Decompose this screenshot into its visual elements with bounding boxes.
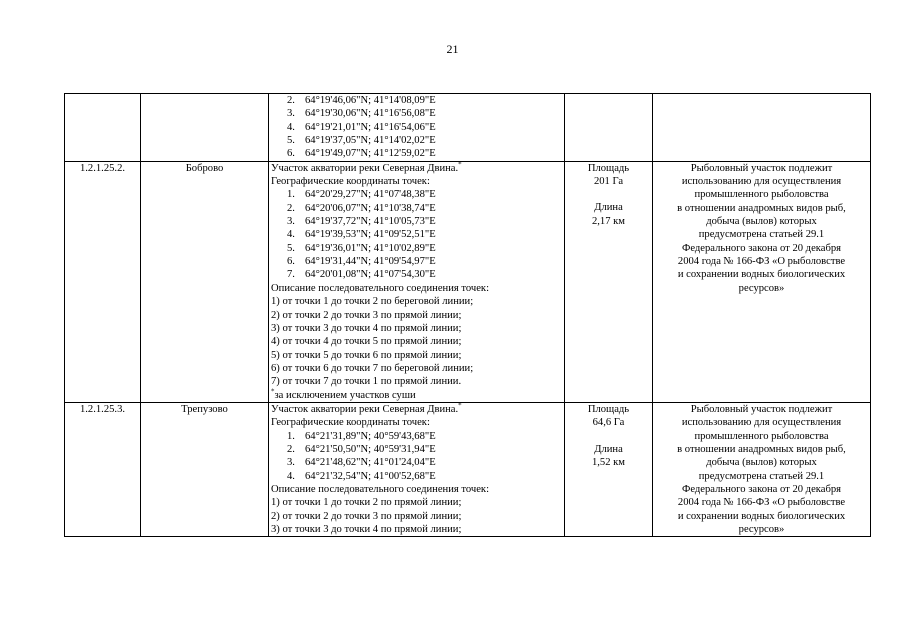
note-line: Рыболовный участок подлежит xyxy=(690,162,833,174)
note-line: ресурсов» xyxy=(738,282,785,294)
coordinate-point: 6. 64°19'49,07"N; 41°12'59,02"E xyxy=(287,148,436,160)
cell-note xyxy=(653,94,871,162)
connection-line: 6) от точки 6 до точки 7 по береговой линии; xyxy=(271,362,474,374)
coordinate-point: 6. 64°19'31,44"N; 41°09'54,97"E xyxy=(287,256,436,268)
note-line: Федерального закона от 20 декабря xyxy=(681,483,842,495)
table-row-continuation xyxy=(65,94,871,162)
cell-number xyxy=(65,94,141,162)
table-row-trepuzovo xyxy=(65,402,871,536)
cell-parameters xyxy=(565,161,653,402)
coordinate-point: 2. 64°20'06,07"N; 41°10'38,74"E xyxy=(287,202,436,214)
note-line: в отношении анадромных видов рыб, xyxy=(677,202,846,214)
coordinate-point: 5. 64°19'36,01"N; 41°10'02,89"E xyxy=(287,242,436,254)
note-line: промышленного рыболовства xyxy=(694,189,829,201)
connection-line: 5) от точки 5 до точки 6 по прямой линии; xyxy=(271,349,462,361)
note-line: 2004 года № 166-ФЗ «О рыболовстве xyxy=(677,497,846,509)
note-line: использованию для осуществления xyxy=(681,176,842,188)
coords-heading: Географические координаты точек: xyxy=(271,417,430,429)
note-line: Федерального закона от 20 декабря xyxy=(681,242,842,254)
page-number: 21 xyxy=(446,42,459,56)
coords-heading: Географические координаты точек: xyxy=(271,176,430,188)
area-number: 1.2.1.25.2. xyxy=(65,161,141,402)
area-value: 64,6 Га xyxy=(592,417,625,429)
note-line: и сохранении водных биологических xyxy=(677,510,846,522)
note-line: и сохранении водных биологических xyxy=(677,269,846,281)
note-line: ресурсов» xyxy=(738,524,785,535)
area-value: 201 Га xyxy=(593,176,624,188)
connection-line: 1) от точки 1 до точки 2 по береговой линии; xyxy=(271,296,474,308)
connection-line: 3) от точки 3 до точки 4 по прямой линии; xyxy=(271,322,462,334)
cell-parameters xyxy=(565,402,653,536)
connection-line: 2) от точки 2 до точки 3 по прямой линии; xyxy=(271,309,462,321)
cell-note xyxy=(653,161,871,402)
cell-description xyxy=(269,402,565,536)
connection-line: 1) от точки 1 до точки 2 по прямой линии; xyxy=(271,497,462,509)
note-line: использованию для осуществления xyxy=(681,417,842,429)
area-number: 1.2.1.25.3. xyxy=(65,402,141,536)
connection-line: 2) от точки 2 до точки 3 по прямой линии; xyxy=(271,510,462,522)
table-row-bobrovo xyxy=(65,161,871,402)
coordinate-point: 5. 64°19'37,05"N; 41°14'02,02"E xyxy=(287,135,436,147)
note-line: добыча (вылов) которых xyxy=(706,216,817,228)
connection-line: 7) от точки 7 до точки 1 по прямой линии. xyxy=(271,376,462,388)
note-line: Рыболовный участок подлежит xyxy=(690,403,833,415)
fishing-areas-table xyxy=(64,93,871,537)
area-name: Боброво xyxy=(141,161,269,402)
note-line: в отношении анадромных видов рыб, xyxy=(677,443,846,455)
cell-description xyxy=(269,161,565,402)
area-title: Участок акватории реки Северная Двина.* xyxy=(271,401,462,415)
connections-heading: Описание последовательного соединения точек: xyxy=(271,282,490,294)
connection-line: 3) от точки 3 до точки 4 по прямой линии; xyxy=(271,524,462,535)
note-line: предусмотрена статьей 29.1 xyxy=(698,470,825,482)
footnote: *за исключением участков суши xyxy=(271,387,416,401)
note-line: предусмотрена статьей 29.1 xyxy=(698,229,825,241)
connection-line: 4) от точки 4 до точки 5 по прямой линии; xyxy=(271,336,462,348)
length-label: Длина xyxy=(594,443,623,455)
cell-name xyxy=(141,94,269,162)
coordinate-point: 1. 64°21'31,89"N; 40°59'43,68"E xyxy=(287,430,436,442)
coordinate-point: 7. 64°20'01,08"N; 41°07'54,30"E xyxy=(287,269,436,281)
length-value: 1,52 км xyxy=(591,456,626,468)
coordinate-point: 3. 64°19'30,06"N; 41°16'56,08"E xyxy=(287,108,436,120)
cell-description xyxy=(269,94,565,162)
note-line: добыча (вылов) которых xyxy=(706,457,817,469)
coordinate-point: 4. 64°21'32,54"N; 41°00'52,68"E xyxy=(287,470,436,482)
note-line: 2004 года № 166-ФЗ «О рыболовстве xyxy=(677,256,846,268)
coordinate-point: 4. 64°19'39,53"N; 41°09'52,51"E xyxy=(287,229,436,241)
coordinate-point: 2. 64°21'50,50"N; 40°59'31,94"E xyxy=(287,443,436,455)
coordinate-point: 3. 64°19'37,72"N; 41°10'05,73"E xyxy=(287,216,436,228)
coordinate-point: 3. 64°21'48,62"N; 41°01'24,04"E xyxy=(287,457,436,469)
cell-parameters xyxy=(565,94,653,162)
connections-heading: Описание последовательного соединения точек: xyxy=(271,483,490,495)
area-title: Участок акватории реки Северная Двина.* xyxy=(271,160,462,174)
area-name: Трепузово xyxy=(141,402,269,536)
length-label: Длина xyxy=(594,202,623,214)
note-line: промышленного рыболовства xyxy=(694,430,829,442)
area-label: Площадь xyxy=(587,162,630,174)
area-label: Площадь xyxy=(587,403,630,415)
length-value: 2,17 км xyxy=(591,215,626,227)
coordinate-point: 4. 64°19'21,01"N; 41°16'54,06"E xyxy=(287,121,436,133)
cell-note xyxy=(653,402,871,536)
coordinate-point: 1. 64°20'29,27"N; 41°07'48,38"E xyxy=(287,189,436,201)
coordinate-point: 2. 64°19'46,06"N; 41°14'08,09"E xyxy=(287,95,436,106)
